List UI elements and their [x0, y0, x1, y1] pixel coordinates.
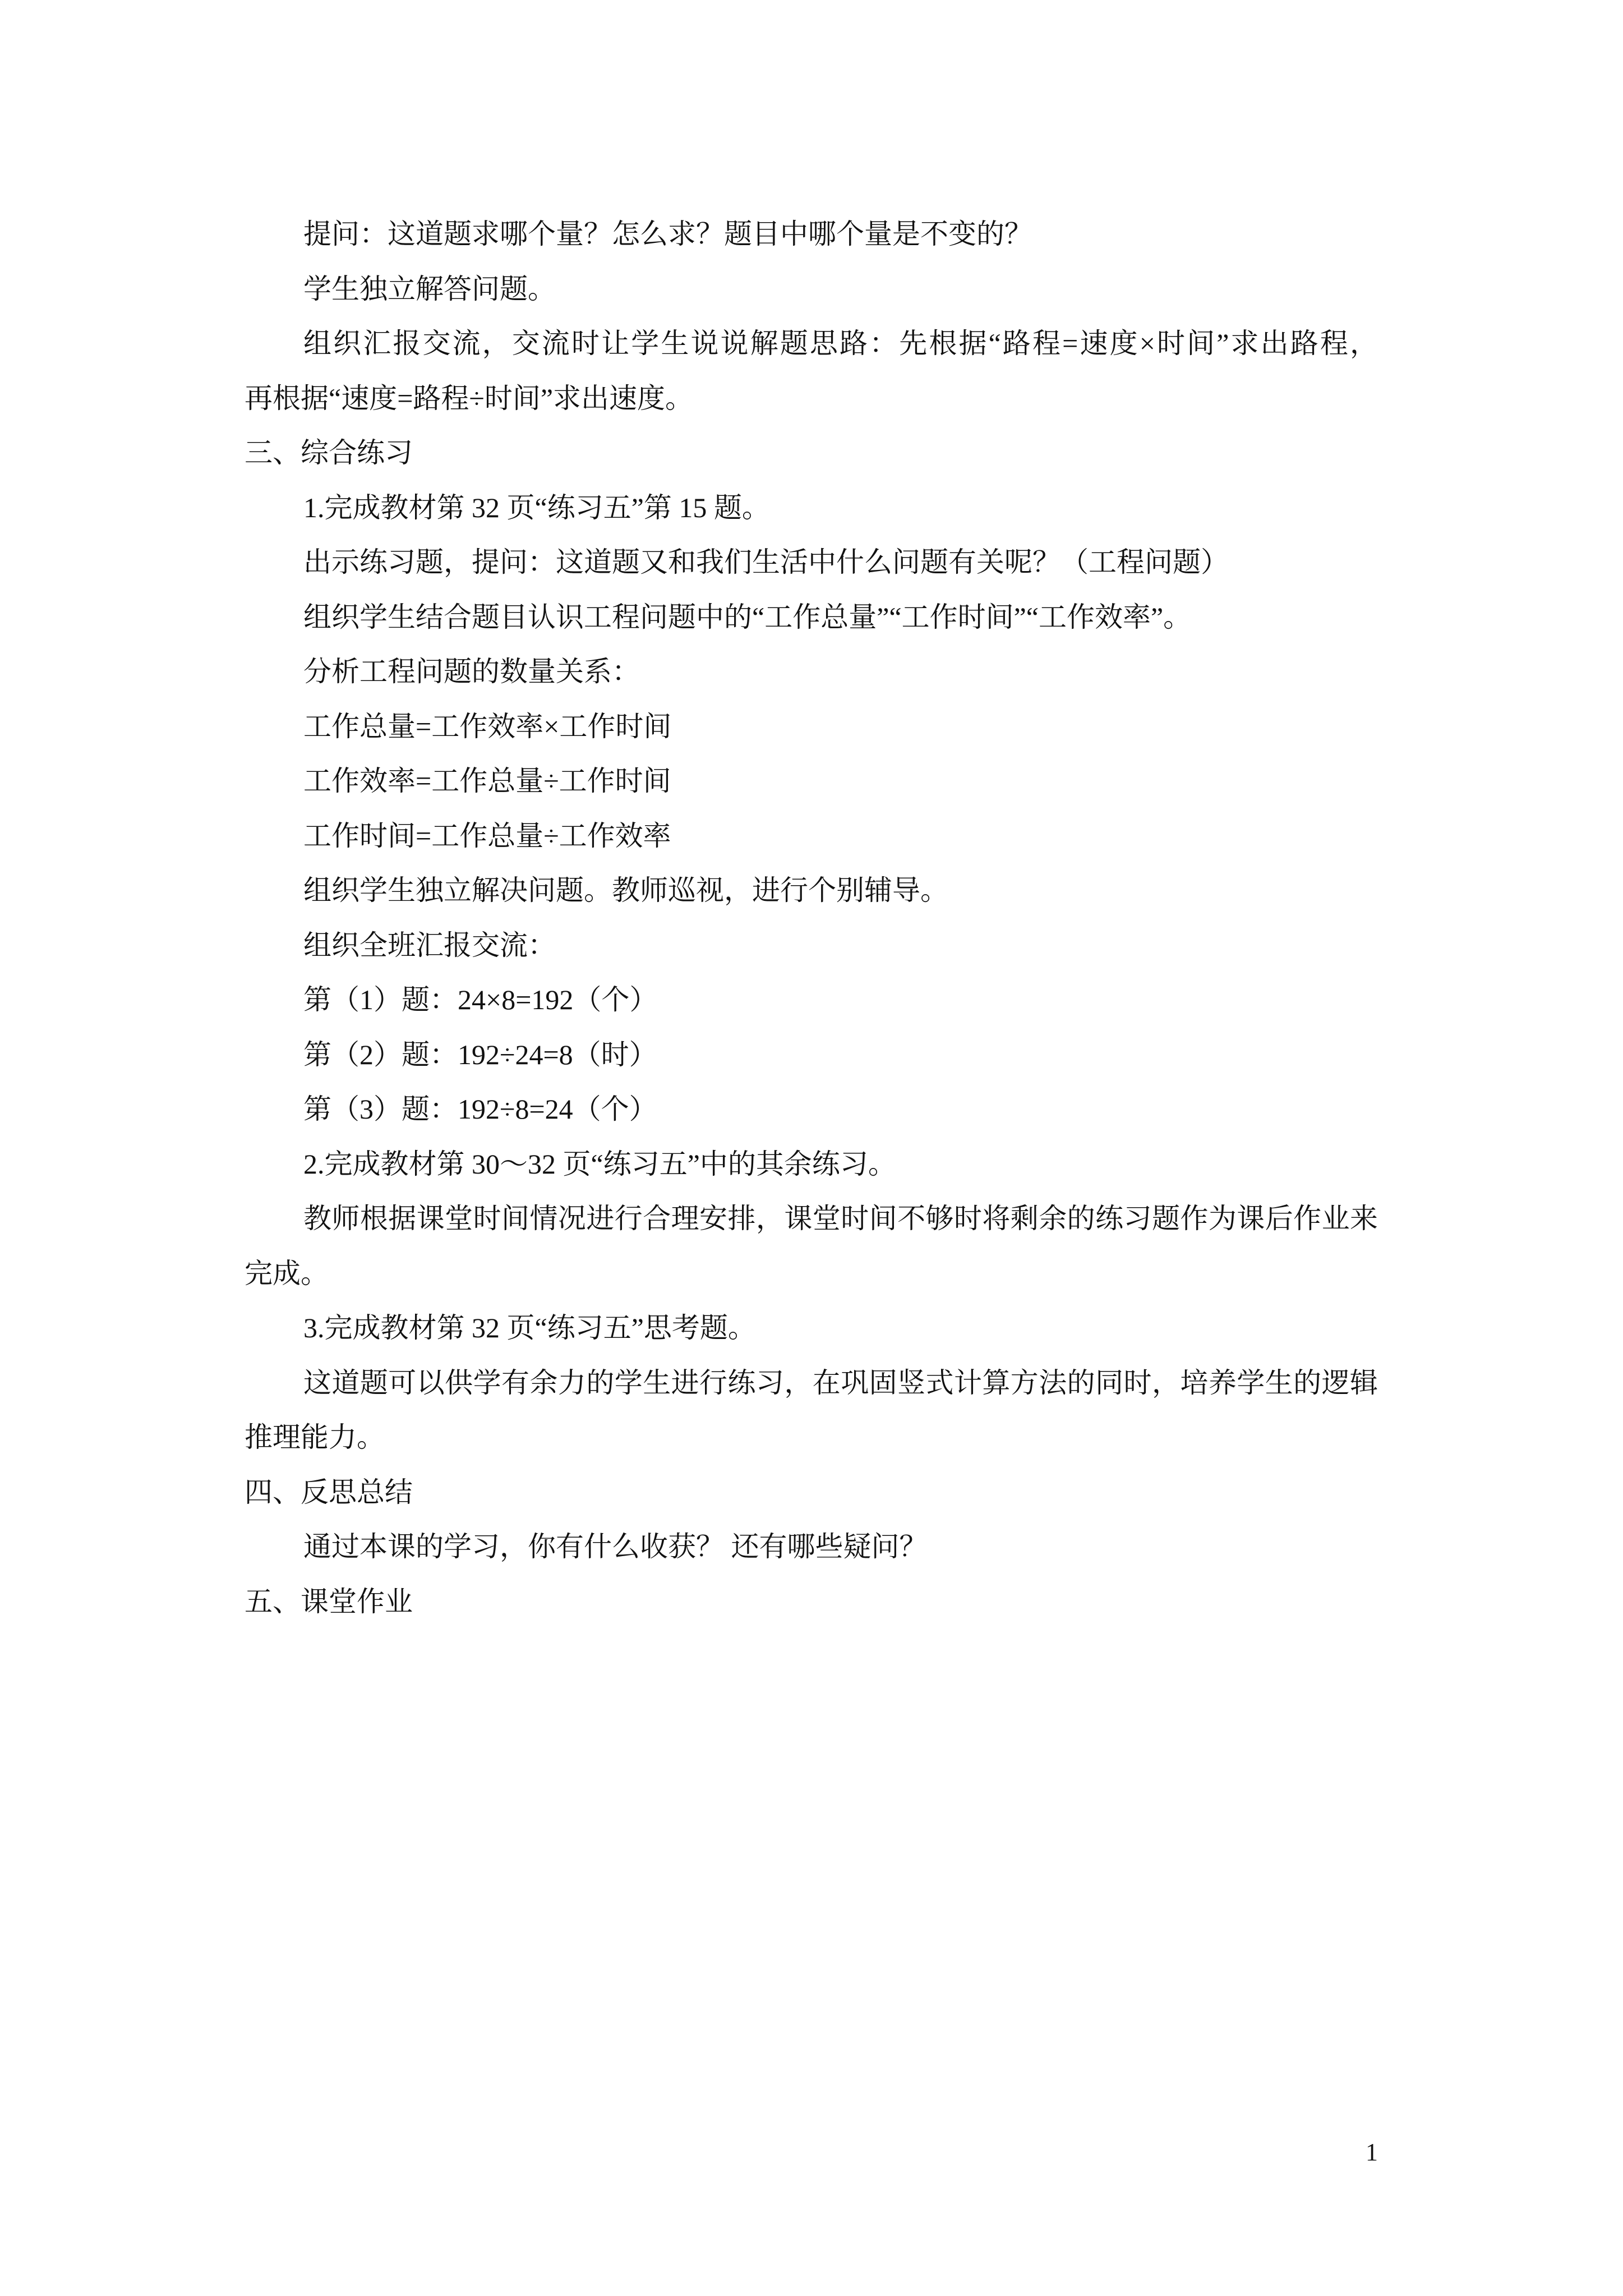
- section-3-heading: 三、综合练习: [245, 437, 413, 468]
- exercise-1-class-report: 组织全班汇报交流：: [303, 929, 556, 961]
- exercise-2-note-line-2: 完成。: [245, 1257, 329, 1289]
- section-4: [245, 1465, 1378, 1575]
- exercise-1-prompt: 出示练习题，提问：这道题又和我们生活中什么问题有关呢？（工程问题）: [303, 546, 1229, 578]
- section-3: [245, 426, 1378, 1465]
- exercise-1-independent-solve: 组织学生独立解决问题。教师巡视，进行个别辅导。: [303, 875, 948, 906]
- answer-2: 第（2）题：192÷24=8（时）: [303, 1038, 657, 1070]
- intro-independent-answer: 学生独立解答问题。: [303, 273, 556, 305]
- section-4-heading: 四、反思总结: [245, 1476, 413, 1508]
- exercise-3-title: 3.完成教材第 32 页“练习五”思考题。: [303, 1312, 756, 1343]
- exercise-2-note-line-1: 教师根据课堂时间情况进行合理安排，课堂时间不够时将剩余的练习题作为课后作业来: [303, 1203, 1378, 1234]
- answer-3: 第（3）题：192÷8=24（个）: [303, 1093, 657, 1125]
- exercise-2: [245, 1137, 1378, 1301]
- exercise-1-concepts: 组织学生结合题目认识工程问题中的“工作总量”“工作时间”“工作效率”。: [303, 601, 1192, 633]
- formula-work-time: 工作时间=工作总量÷工作效率: [303, 820, 671, 852]
- intro-report-line-2: 再根据“速度=路程÷时间”求出速度。: [245, 382, 694, 414]
- formula-total-work: 工作总量=工作效率×工作时间: [303, 710, 672, 742]
- section-5-heading: 五、课堂作业: [245, 1585, 413, 1617]
- intro-section: [245, 207, 1378, 426]
- intro-report-line-1: 组织汇报交流，交流时让学生说说解题思路：先根据“路程=速度×时间”求出路程，: [303, 328, 1378, 359]
- exercise-3: [245, 1301, 1378, 1465]
- exercise-3-note-line-2: 推理能力。: [245, 1421, 385, 1453]
- exercise-1-analysis: 分析工程问题的数量关系：: [303, 656, 640, 687]
- section-4-question: 通过本课的学习，你有什么收获？ 还有哪些疑问？: [303, 1531, 928, 1562]
- exercise-1: [245, 481, 1378, 1137]
- exercise-2-title: 2.完成教材第 30～32 页“练习五”中的其余练习。: [303, 1148, 896, 1180]
- intro-question: 提问：这道题求哪个量？怎么求？题目中哪个量是不变的？: [303, 218, 1032, 250]
- formula-work-efficiency: 工作效率=工作总量÷工作时间: [303, 765, 671, 797]
- page-number: 1: [1366, 2138, 1378, 2166]
- answer-1: 第（1）题：24×8=192（个）: [303, 984, 658, 1015]
- exercise-1-title: 1.完成教材第 32 页“练习五”第 15 题。: [303, 491, 770, 523]
- document-body: [245, 207, 1378, 1629]
- section-5: [245, 1575, 1378, 1630]
- exercise-3-note-line-1: 这道题可以供学有余力的学生进行练习，在巩固竖式计算方法的同时，培养学生的逻辑: [303, 1366, 1378, 1398]
